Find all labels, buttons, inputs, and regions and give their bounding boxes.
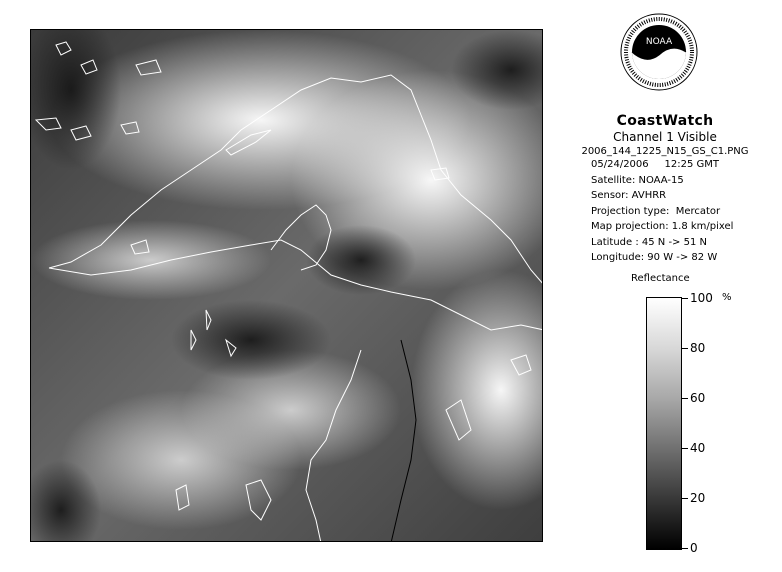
latitude-text: Latitude : 45 N -> 51 N [591,236,707,248]
colorbar-label: Reflectance [631,273,690,284]
reflectance-colorbar [646,297,682,550]
colorbar-tick-mark [682,298,688,299]
datetime-text: 05/24/2006 12:25 GMT [591,159,720,170]
colorbar-tick-label: 40 [690,441,706,455]
sensor-text: Sensor: AVHRR [591,190,667,201]
colorbar-tick-label: 100 [690,291,713,305]
brand-title: CoastWatch [616,113,714,129]
map-projection-text: Map projection: 1.8 km/pixel [591,221,734,232]
cloud-band-west [31,220,271,300]
colorbar-tick-mark [682,398,688,399]
colorbar-tick-mark [682,348,688,349]
projection-type-text: Projection type: Mercator [591,205,721,217]
colorbar-tick-label: 80 [690,341,706,355]
satellite-text: Satellite: NOAA-15 [591,174,684,186]
satellite-image [30,29,543,542]
logo-center-text: NOAA [645,37,673,47]
colorbar-tick-mark [682,448,688,449]
metadata-list [591,157,770,266]
clear-patch-center [171,300,331,380]
colorbar-unit: % [722,292,732,303]
longitude-text: Longitude: 90 W -> 82 W [591,252,718,263]
colorbar-tick-label: 60 [690,391,706,405]
colorbar-tick-label: 0 [690,541,698,555]
noaa-logo-icon [620,13,698,91]
colorbar-tick-mark [682,498,688,499]
channel-subtitle: Channel 1 Visible [613,130,717,144]
filename-text: 2006_144_1225_N15_GS_C1.PNG [581,146,749,157]
colorbar-tick-mark [682,548,688,549]
info-panel [560,113,770,266]
colorbar-tick-label: 20 [690,491,706,505]
